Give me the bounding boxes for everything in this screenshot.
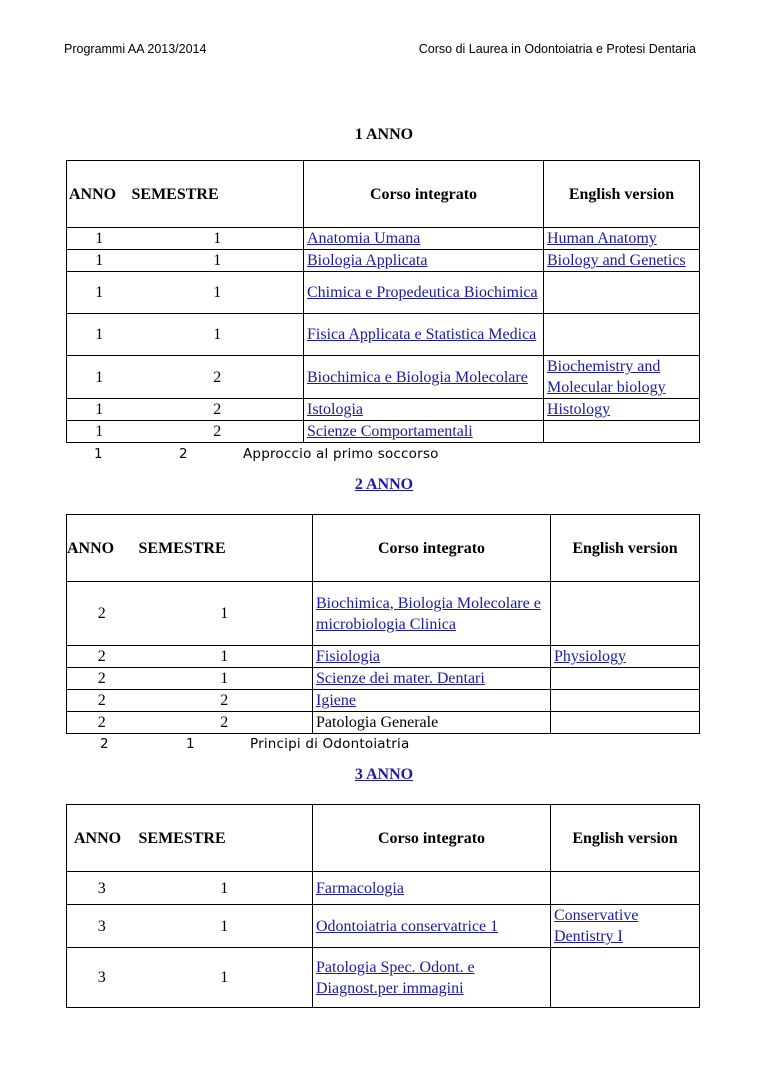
cell-anno: 1 <box>67 421 132 443</box>
course-link[interactable]: Biologia Applicata <box>307 252 428 269</box>
header-program-year: Programmi AA 2013/2014 <box>64 42 207 56</box>
table-header-row <box>67 515 700 582</box>
extra-anno: 2 <box>100 736 109 752</box>
cell-english <box>544 399 700 421</box>
cell-semestre: 1 <box>137 872 313 905</box>
cell-english <box>544 228 700 250</box>
cell-anno: 3 <box>67 872 137 905</box>
course-link[interactable]: Scienze Comportamentali <box>307 423 473 440</box>
table-row <box>67 399 700 421</box>
course-link[interactable]: Fisica Applicata e Statistica Medica <box>307 326 537 343</box>
cell-corso <box>313 872 551 905</box>
course-link[interactable]: Patologia Spec. Odont. e Diagnost.per immagini <box>316 958 475 997</box>
extra-semestre: 2 <box>179 446 188 462</box>
course-link[interactable]: Scienze dei mater. Dentari <box>316 670 485 687</box>
cell-corso <box>313 948 551 1008</box>
table-row <box>67 272 700 314</box>
year2-title[interactable]: 2 ANNO <box>354 476 414 493</box>
cell-semestre: 1 <box>137 905 313 948</box>
year1-title: 1 ANNO <box>354 126 414 143</box>
cell-english <box>551 905 700 948</box>
year1-extra-row <box>0 446 768 466</box>
cell-semestre: 1 <box>137 948 313 1008</box>
cell-english <box>551 948 700 1008</box>
english-link[interactable]: Conservative Dentistry I <box>554 907 639 945</box>
cell-corso <box>313 712 551 734</box>
table-row <box>67 250 700 272</box>
table-row <box>67 690 700 712</box>
course-link[interactable]: Igiene <box>316 692 356 709</box>
col-header-corso: Corso integrato <box>313 515 551 582</box>
cell-anno: 1 <box>67 272 132 314</box>
year3-table <box>66 804 700 1008</box>
english-link[interactable]: Biology and Genetics <box>547 252 686 269</box>
cell-corso <box>313 690 551 712</box>
cell-semestre: 1 <box>132 228 304 250</box>
cell-anno: 3 <box>67 905 137 948</box>
cell-english <box>544 272 700 314</box>
col-header-semestre: SEMESTRE <box>137 805 313 872</box>
year3-title[interactable]: 3 ANNO <box>354 766 414 783</box>
cell-corso <box>313 646 551 668</box>
extra-anno: 1 <box>94 446 103 462</box>
cell-english <box>544 314 700 356</box>
cell-anno: 3 <box>67 948 137 1008</box>
col-header-anno: ANNO <box>67 161 132 228</box>
table-row <box>67 356 700 399</box>
col-header-anno: ANNO <box>67 805 137 872</box>
cell-corso <box>313 668 551 690</box>
cell-english <box>544 421 700 443</box>
cell-corso <box>304 314 544 356</box>
table-row <box>67 228 700 250</box>
cell-semestre: 2 <box>132 356 304 399</box>
col-header-english: English version <box>544 161 700 228</box>
cell-english <box>551 668 700 690</box>
cell-semestre: 1 <box>132 314 304 356</box>
cell-english <box>551 646 700 668</box>
cell-english <box>551 582 700 646</box>
course-link[interactable]: Istologia <box>307 401 363 418</box>
table-header-row <box>67 161 700 228</box>
cell-semestre: 2 <box>137 690 313 712</box>
table-row <box>67 314 700 356</box>
english-link[interactable]: Biochemistry and Molecular biology <box>547 358 666 396</box>
cell-anno: 2 <box>67 582 137 646</box>
cell-corso <box>313 905 551 948</box>
cell-anno: 1 <box>67 250 132 272</box>
cell-anno: 2 <box>67 668 137 690</box>
cell-english <box>551 712 700 734</box>
year1-table <box>66 160 700 443</box>
cell-anno: 2 <box>67 646 137 668</box>
english-link[interactable]: Histology <box>547 401 611 418</box>
cell-corso <box>304 250 544 272</box>
course-link[interactable]: Anatomia Umana <box>307 230 421 247</box>
course-link[interactable]: Biochimica e Biologia Molecolare <box>307 368 528 386</box>
cell-anno: 1 <box>67 314 132 356</box>
cell-corso <box>304 421 544 443</box>
col-header-anno: ANNO <box>67 515 137 582</box>
cell-semestre: 1 <box>137 646 313 668</box>
table-row <box>67 948 700 1008</box>
col-header-corso: Corso integrato <box>313 805 551 872</box>
cell-semestre: 2 <box>137 712 313 734</box>
col-header-semestre: SEMESTRE <box>137 515 313 582</box>
cell-semestre: 2 <box>132 399 304 421</box>
cell-anno: 1 <box>67 228 132 250</box>
cell-corso <box>304 272 544 314</box>
table-header-row <box>67 805 700 872</box>
cell-semestre: 2 <box>132 421 304 443</box>
course-link[interactable]: Fisiologia <box>316 648 381 665</box>
extra-corso: Principi di Odontoiatria <box>250 736 410 752</box>
cell-anno: 1 <box>67 356 132 399</box>
cell-semestre: 1 <box>132 250 304 272</box>
cell-english <box>544 356 700 399</box>
cell-semestre: 1 <box>137 668 313 690</box>
extra-semestre: 1 <box>186 736 195 752</box>
cell-english <box>551 690 700 712</box>
course-link[interactable]: Chimica e Propedeutica Biochimica <box>307 284 538 301</box>
cell-corso <box>304 356 544 399</box>
table-row <box>67 582 700 646</box>
extra-corso: Approccio al primo soccorso <box>243 446 439 462</box>
table-row <box>67 421 700 443</box>
cell-corso <box>304 399 544 421</box>
course-link[interactable]: Biochimica, Biologia Molecolare e microbiologia Clinica <box>316 594 541 633</box>
cell-semestre: 1 <box>132 272 304 314</box>
col-header-english: English version <box>551 805 700 872</box>
year2-extra-row <box>0 736 768 756</box>
table-row <box>67 646 700 668</box>
table-row <box>67 905 700 948</box>
table-row <box>67 712 700 734</box>
cell-anno: 2 <box>67 690 137 712</box>
english-link[interactable]: Human Anatomy <box>547 230 657 247</box>
col-header-semestre: SEMESTRE <box>132 161 304 228</box>
cell-semestre: 1 <box>137 582 313 646</box>
cell-corso <box>313 582 551 646</box>
year2-table <box>66 514 700 734</box>
course-link[interactable]: Farmacologia <box>316 879 404 897</box>
cell-anno: 2 <box>67 712 137 734</box>
col-header-english: English version <box>551 515 700 582</box>
table-row <box>67 872 700 905</box>
cell-english <box>544 250 700 272</box>
header-degree-course: Corso di Laurea in Odontoiatria e Protesi Dentaria <box>418 42 696 56</box>
english-link[interactable]: Physiology <box>554 648 627 665</box>
table-row <box>67 668 700 690</box>
course-text: Patologia Generale <box>316 714 439 731</box>
col-header-corso: Corso integrato <box>304 161 544 228</box>
course-link[interactable]: Odontoiatria conservatrice 1 <box>316 917 499 935</box>
cell-english <box>551 872 700 905</box>
cell-corso <box>304 228 544 250</box>
cell-anno: 1 <box>67 399 132 421</box>
